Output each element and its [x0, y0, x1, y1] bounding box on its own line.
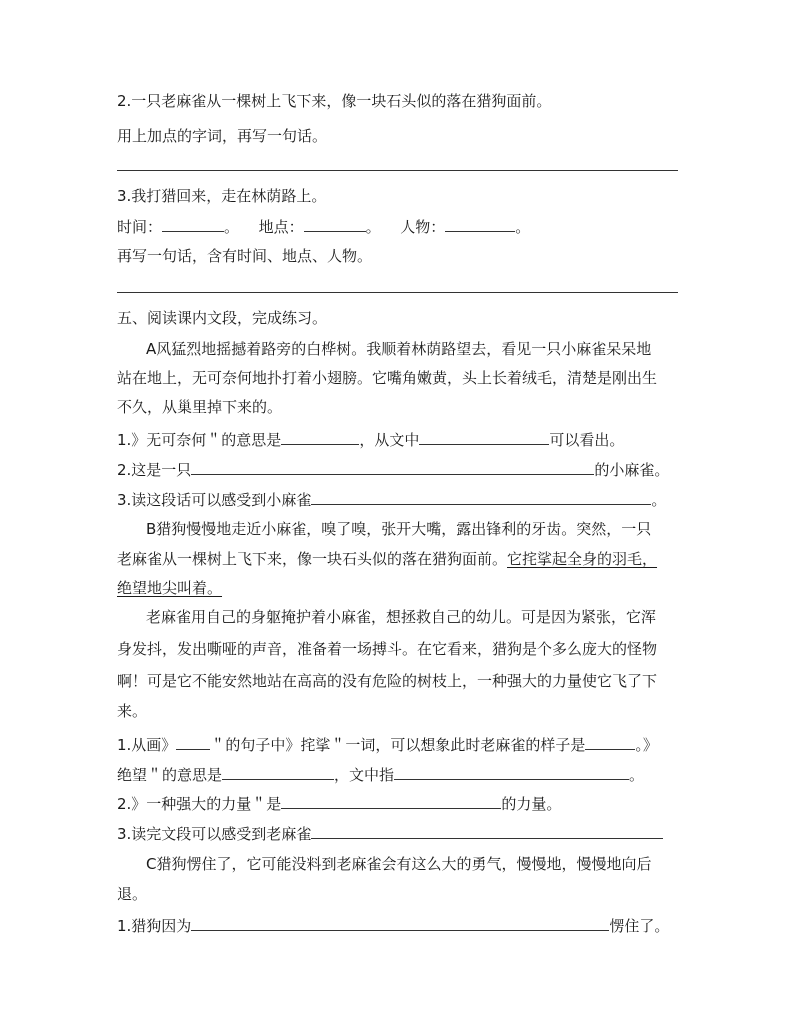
passage-b-para2-line: 啊！可是它不能安然地站在高高的没有危险的树枝上，一种强大的力量使它飞了下	[117, 672, 658, 690]
passage-b-para2-line: 身发抖，发出嘶哑的声音，准备着一场搏斗。在它看来，猎狗是个多么庞大的怪物	[117, 640, 658, 658]
passage-a-line: A风猛烈地摇撼着路旁的白桦树。我顺着林荫路望去，看见一只小麻雀呆呆地	[146, 340, 652, 358]
q2-instruction: 用上加点的字词，再写一句话。	[117, 127, 328, 145]
answer-blank[interactable]	[191, 458, 594, 475]
passage-c-line: C猎狗愣住了，它可能没料到老麻雀会有这么大的勇气，慢慢地，慢慢地向后	[146, 855, 652, 873]
answer-line	[117, 170, 678, 171]
time-label: 时间：	[117, 218, 163, 236]
underlined-sentence: 绝望地尖叫着。	[117, 579, 223, 597]
passage-b-line	[117, 577, 222, 599]
passage-a-question-1: 1.》无可奈何＂的意思是 ，从文中 可以看出。	[117, 428, 624, 451]
passage-b-para2-line: 来。	[117, 702, 148, 720]
answer-blank[interactable]	[311, 488, 651, 505]
passage-b-line: B猎狗慢慢地走近小麻雀，嗅了嗅，张开大嘴，露出锋利的牙齿。突然，一只	[146, 520, 652, 538]
q3-fields: 时间： 。 地点： 。 人物： 。	[117, 215, 530, 238]
q3-instruction: 再写一句话，含有时间、地点、人物。	[117, 247, 373, 265]
answer-line	[117, 292, 678, 293]
passage-a-question-3: 3.读这段话可以感受到小麻雀 。	[117, 488, 666, 511]
answer-blank[interactable]	[191, 914, 609, 931]
passage-c-line: 退。	[117, 885, 148, 903]
answer-blank[interactable]	[281, 428, 359, 445]
person-blank[interactable]	[445, 215, 515, 232]
person-label: 人物：	[400, 218, 446, 236]
answer-blank[interactable]	[281, 792, 501, 809]
passage-b-question-1: 1.从画》 ＂的句子中》挓挲＂一词，可以想象此时老麻雀的样子是 。》	[117, 733, 658, 756]
section-title: 五、阅读课内文段，完成练习。	[117, 309, 328, 327]
place-blank[interactable]	[304, 215, 366, 232]
answer-blank[interactable]	[222, 763, 334, 780]
answer-blank[interactable]	[419, 428, 549, 445]
time-blank[interactable]	[162, 215, 224, 232]
answer-blank[interactable]	[176, 733, 210, 750]
answer-blank[interactable]	[585, 733, 635, 750]
passage-b-question-1-cont: 绝望＂的意思是 ，文中指 。	[117, 763, 644, 786]
passage-b-question-3: 3.读完文段可以感受到老麻雀	[117, 822, 663, 845]
passage-a-line: 不久，从巢里掉下来的。	[117, 398, 283, 416]
passage-a-question-2: 2.这是一只 的小麻雀。	[117, 458, 669, 481]
underlined-sentence: 它挓挲起全身的羽毛，	[507, 550, 658, 568]
passage-b-para2-line: 老麻雀用自己的身躯掩护着小麻雀，想拯救自己的幼儿。可是因为紧张，它浑	[146, 608, 657, 626]
q3-sentence: 3.我打猎回来，走在林荫路上。	[117, 187, 327, 205]
passage-c-question-1: 1.猎狗因为 愣住了。	[117, 914, 669, 937]
passage-a-line: 站在地上，无可奈何地扑打着小翅膀。它嘴角嫩黄，头上长着绒毛，清楚是刚出生	[117, 369, 658, 387]
passage-b-question-2: 2.》一种强大的力量＂是 的力量。	[117, 792, 561, 815]
answer-blank[interactable]	[311, 822, 663, 839]
passage-b-line: 老麻雀从一棵树上飞下来，像一块石头似的落在猎狗面前。它挓挲起全身的羽毛，	[117, 550, 658, 568]
place-label: 地点：	[258, 218, 304, 236]
q2-sentence: 2.一只老麻雀从一棵树上飞下来，像一块石头似的落在猎狗面前。	[117, 92, 552, 110]
answer-blank[interactable]	[394, 763, 629, 780]
